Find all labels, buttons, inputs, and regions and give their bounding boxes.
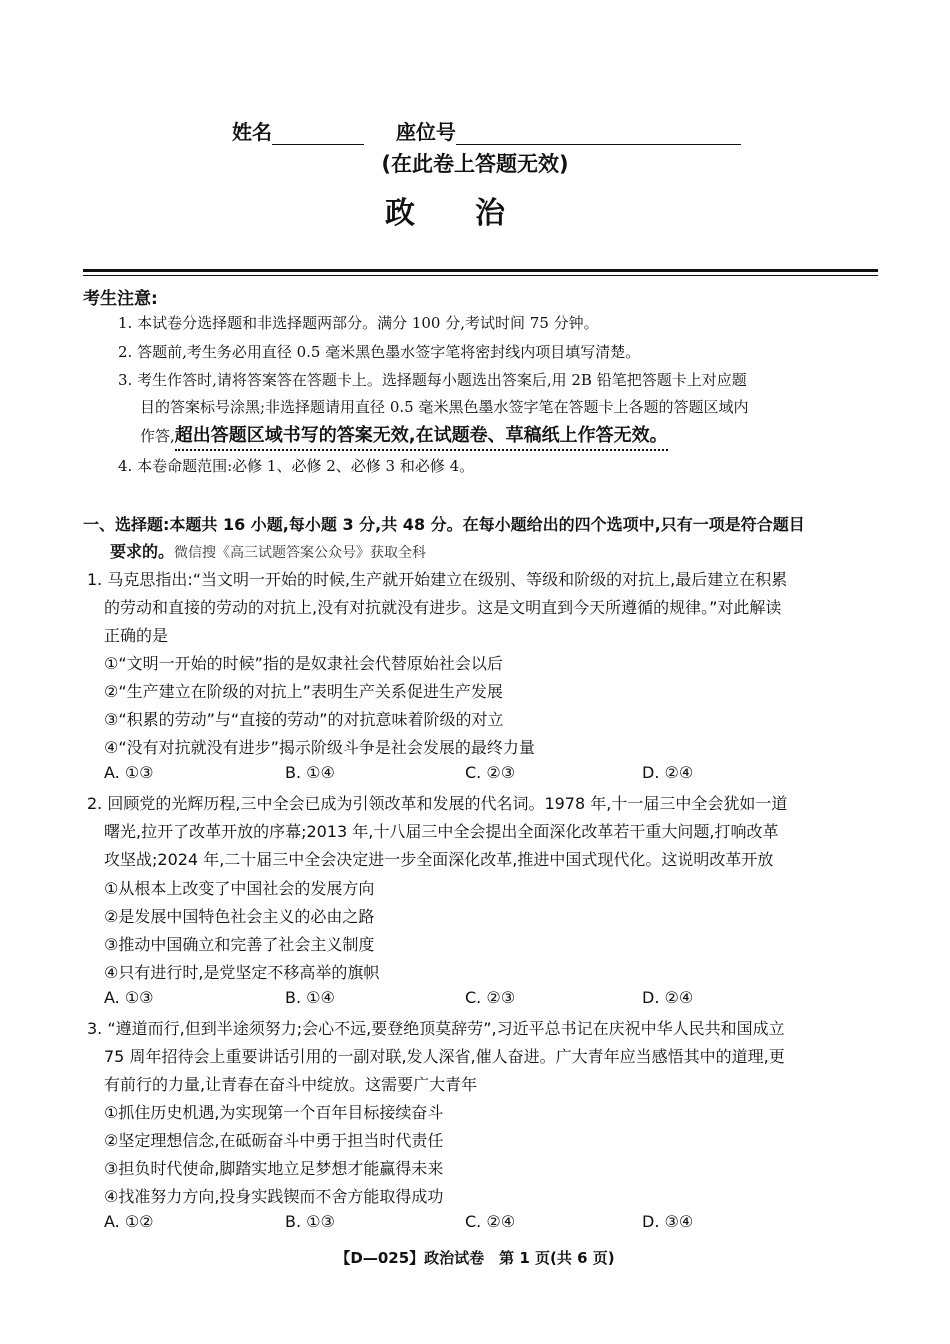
question-1-choice-c: C. ②③ xyxy=(465,763,516,782)
watermark-text: 微信搜《高三试题答案公众号》获取全科 xyxy=(174,545,427,561)
question-2-option-1: ①从根本上改变了中国社会的发展方向 xyxy=(104,879,375,898)
section-heading-end: 要求的。 xyxy=(110,542,175,561)
question-3-choice-a: A. ①② xyxy=(104,1212,154,1231)
question-2-option-4: ④只有进行时,是党坚定不移高举的旗帜 xyxy=(104,963,380,982)
question-2-choice-a: A. ①③ xyxy=(104,988,154,1007)
question-3-choice-c: C. ②④ xyxy=(465,1212,516,1231)
name-label: 姓名 xyxy=(232,120,272,144)
question-2-choice-b: B. ①④ xyxy=(285,988,335,1007)
seat-label: 座位号 xyxy=(395,120,456,144)
notice-item-3-line-3-start: 作答, xyxy=(140,427,175,445)
divider-thin xyxy=(83,275,878,276)
question-2-line-1: 2. 回顾党的光辉历程,三中全会已成为引领改革和发展的代名词。1978 年,十一届三中全会犹如一道 xyxy=(87,794,788,813)
question-1-option-2: ②“生产建立在阶级的对抗上”表明生产关系促进生产发展 xyxy=(104,682,503,701)
question-2-option-3: ③推动中国确立和完善了社会主义制度 xyxy=(104,935,375,954)
invalid-note: (在此卷上答题无效) xyxy=(381,152,569,176)
name-seat-row xyxy=(232,116,741,145)
question-1-option-4: ④“没有对抗就没有进步”揭示阶级斗争是社会发展的最终力量 xyxy=(104,738,535,757)
question-1-choice-b: B. ①④ xyxy=(285,763,335,782)
question-2-choice-d: D. ②④ xyxy=(642,988,694,1007)
question-3-choice-b: B. ①③ xyxy=(285,1212,335,1231)
question-3-option-4: ④找准努力方向,投身实践锲而不舍方能取得成功 xyxy=(104,1187,444,1206)
notice-title: 考生注意: xyxy=(83,289,158,309)
subject-title: 政治 xyxy=(385,196,565,231)
question-3-line-1: 3. “遵道而行,但到半途须努力;会心不远,要登绝顶莫辞劳”,习近平总书记在庆祝中华人民共和国成立 xyxy=(87,1019,785,1038)
notice-item-3-line-3 xyxy=(140,421,668,447)
question-3-option-3: ③担负时代使命,脚踏实地立足梦想才能赢得未来 xyxy=(104,1159,444,1178)
notice-item-3-line-2: 目的答案标号涂黑;非选择题请用直径 0.5 毫米黑色墨水签字笔在答题卡上各题的答题区域内 xyxy=(140,398,749,416)
seat-blank xyxy=(456,124,741,145)
question-2-line-3: 攻坚战;2024 年,二十届三中全会决定进一步全面深化改革,推进中国式现代化。这说明改革开放 xyxy=(104,850,774,869)
notice-emphasis: 超出答题区域书写的答案无效,在试题卷、草稿纸上作答无效。 xyxy=(175,425,668,451)
question-1-line-3: 正确的是 xyxy=(104,626,169,645)
notice-item-3-line-1: 3. 考生作答时,请将答案答在答题卡上。选择题每小题选出答案后,用 2B 铅笔把答题卡上对应题 xyxy=(118,371,747,389)
page-footer: 【D—025】政治试卷 第 1 页(共 6 页) xyxy=(335,1249,615,1267)
notice-item-2: 2. 答题前,考生务必用直径 0.5 毫米黑色墨水签字笔将密封线内项目填写清楚。 xyxy=(118,343,641,361)
section-heading-line-2 xyxy=(110,539,426,562)
section-heading-line-1: 一、选择题:本题共 16 小题,每小题 3 分,共 48 分。在每小题给出的四个选项中,只有一项是符合题目 xyxy=(83,515,805,534)
question-1-option-3: ③“积累的劳动”与“直接的劳动”的对抗意味着阶级的对立 xyxy=(104,710,504,729)
question-3-line-2: 75 周年招待会上重要讲话引用的一副对联,发人深省,催人奋进。广大青年应当感悟其中的道理,更 xyxy=(104,1047,785,1066)
notice-item-4: 4. 本卷命题范围:必修 1、必修 2、必修 3 和必修 4。 xyxy=(118,457,475,475)
notice-item-1: 1. 本试卷分选择题和非选择题两部分。满分 100 分,考试时间 75 分钟。 xyxy=(118,314,599,332)
question-3-option-1: ①抓住历史机遇,为实现第一个百年目标接续奋斗 xyxy=(104,1103,444,1122)
question-3-choice-d: D. ③④ xyxy=(642,1212,694,1231)
question-2-option-2: ②是发展中国特色社会主义的必由之路 xyxy=(104,907,375,926)
question-2-line-2: 曙光,拉开了改革开放的序幕;2013 年,十八届三中全会提出全面深化改革若干重大问题,打响改革 xyxy=(104,822,779,841)
question-1-choice-d: D. ②④ xyxy=(642,763,694,782)
name-blank xyxy=(272,124,364,145)
question-2-choice-c: C. ②③ xyxy=(465,988,516,1007)
question-1-option-1: ①“文明一开始的时候”指的是奴隶社会代替原始社会以后 xyxy=(104,654,503,673)
question-1-line-1: 1. 马克思指出:“当文明一开始的时候,生产就开始建立在级别、等级和阶级的对抗上,最后建立在积累 xyxy=(87,570,788,589)
question-1-choice-a: A. ①③ xyxy=(104,763,154,782)
question-3-option-2: ②坚定理想信念,在砥砺奋斗中勇于担当时代责任 xyxy=(104,1131,444,1150)
question-1-line-2: 的劳动和直接的劳动的对抗上,没有对抗就没有进步。这是文明直到今天所遵循的规律。”对此解读 xyxy=(104,598,782,617)
question-3-line-3: 有前行的力量,让青春在奋斗中绽放。这需要广大青年 xyxy=(104,1075,478,1094)
divider-thick xyxy=(83,269,878,272)
